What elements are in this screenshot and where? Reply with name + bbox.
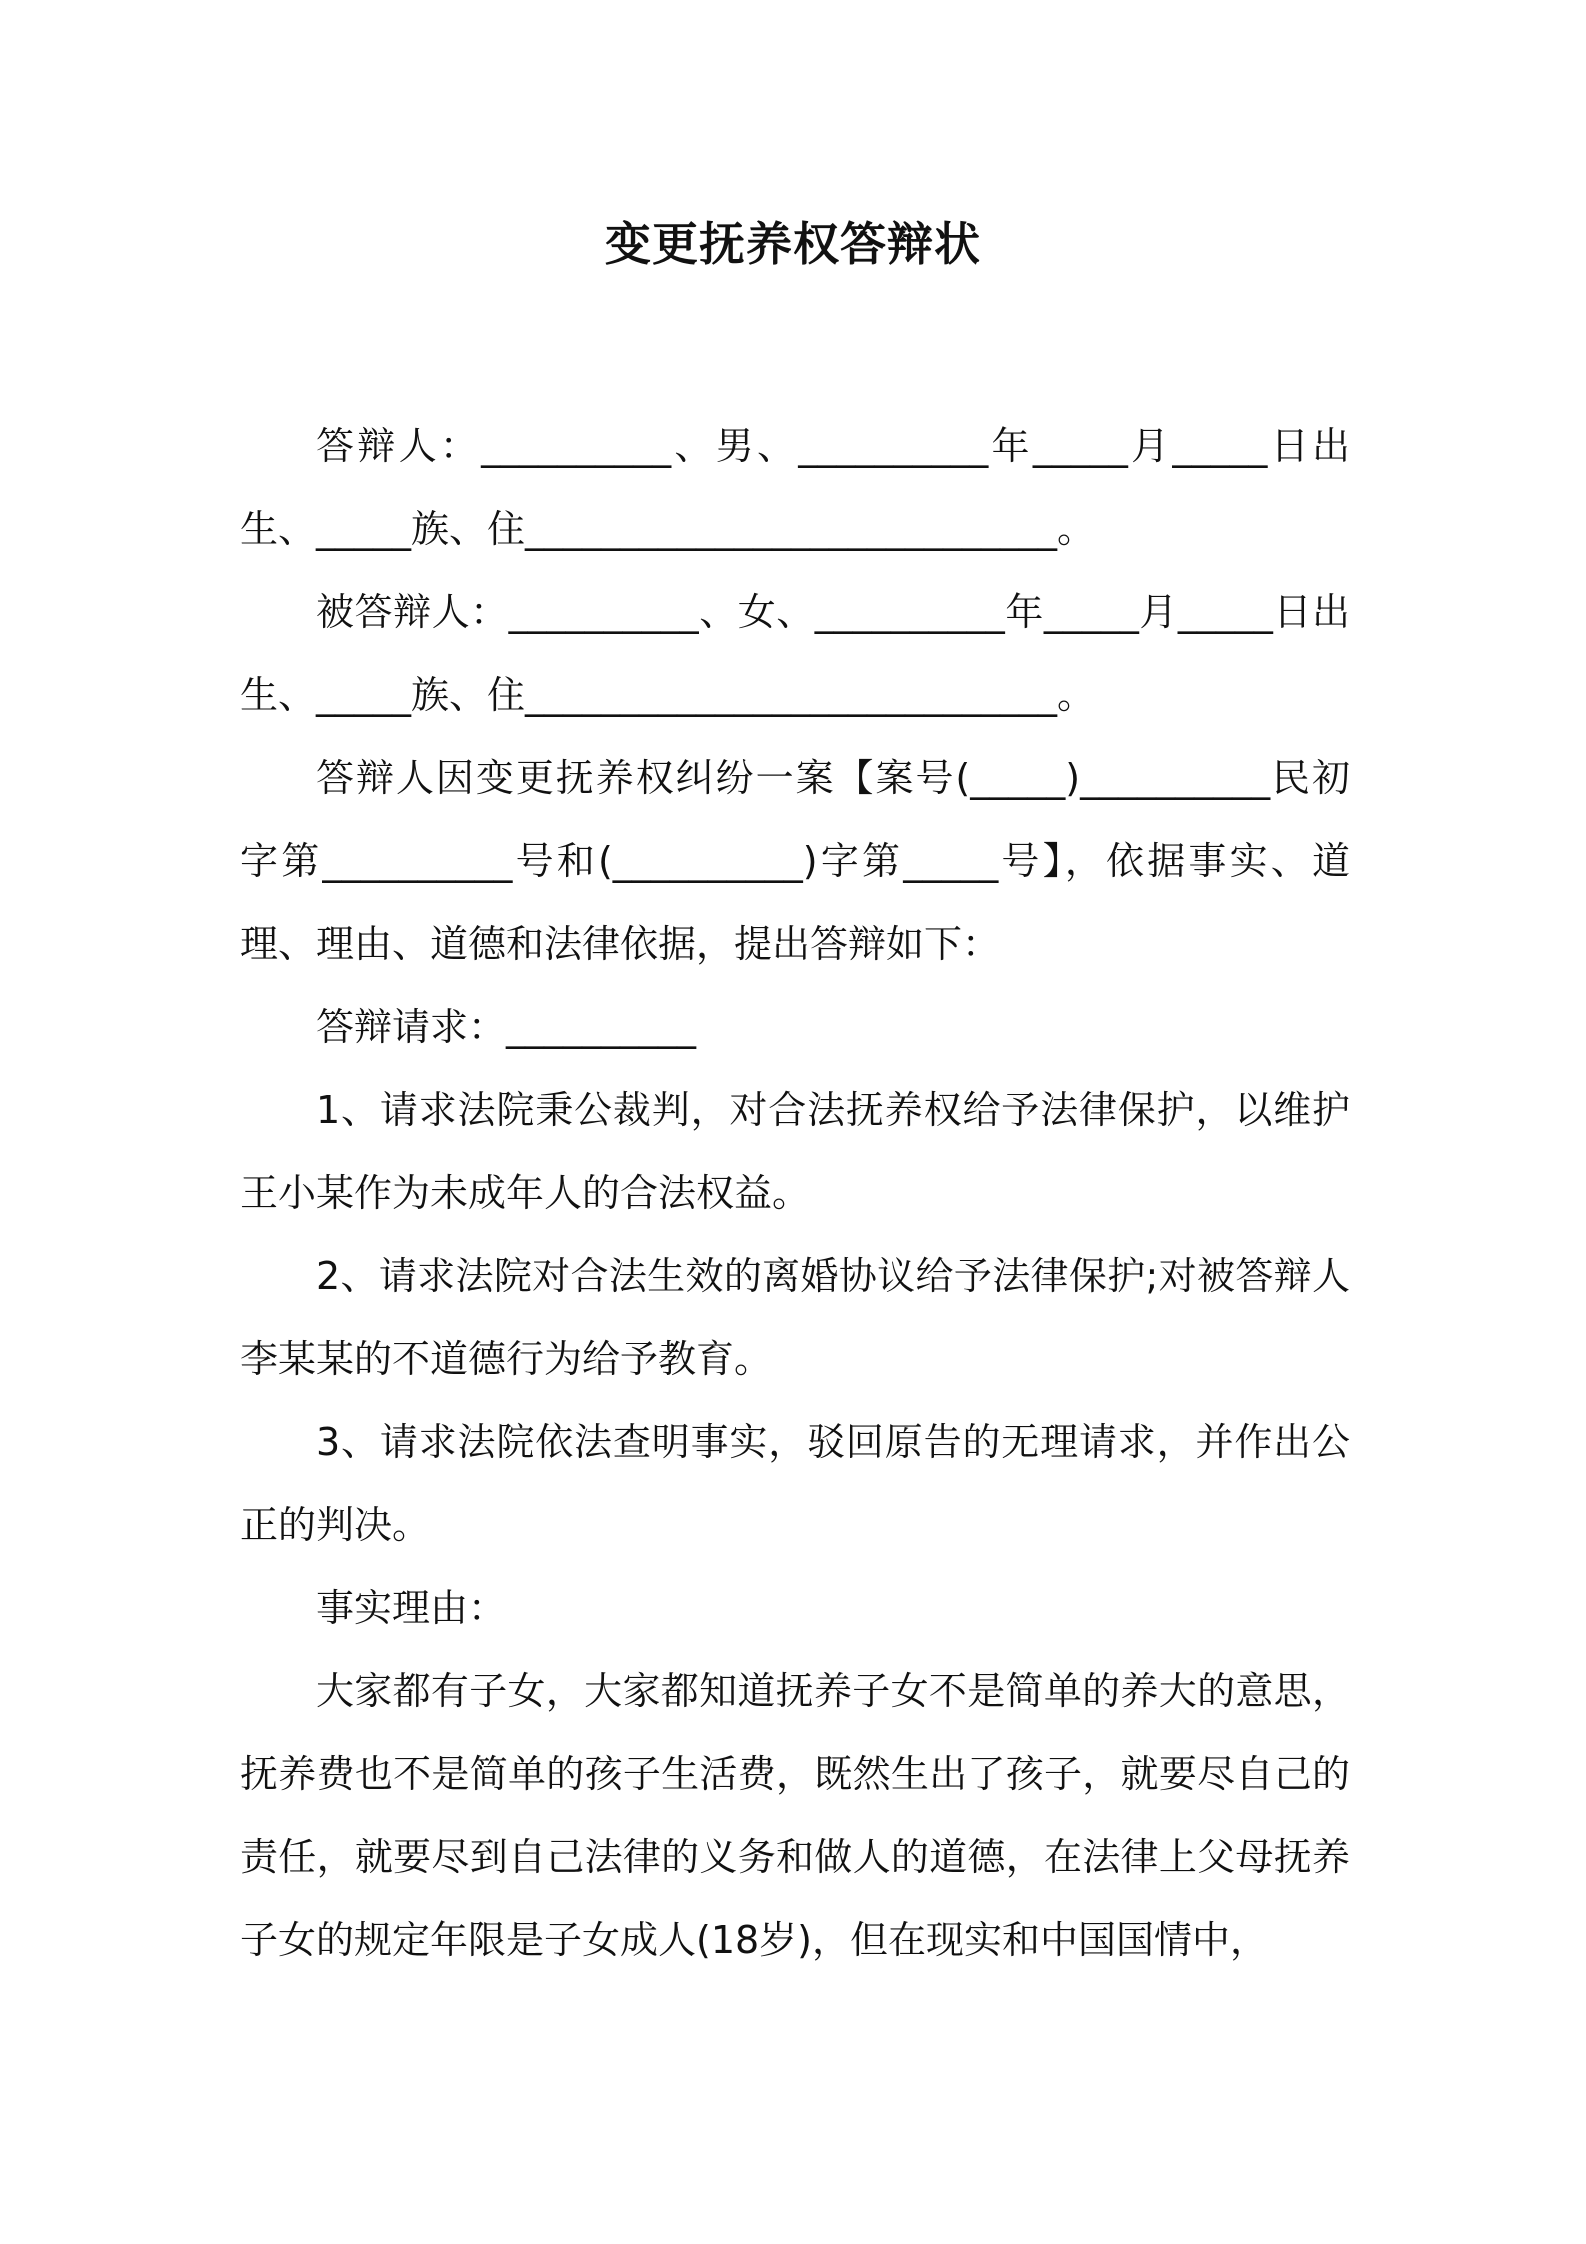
document-title: 变更抚养权答辩状 — [605, 217, 981, 271]
plaintiff-info: 被答辩人：__________、女、__________年_____月_____日出生、_____族、住____________________________。 — [240, 590, 1350, 717]
respondent-info: 答辩人：__________、男、__________年_____月_____日出生、_____族、住____________________________。 — [240, 424, 1350, 551]
request-item-3: 3、请求法院依法查明事实，驳回原告的无理请求，并作出公正的判决。 — [240, 1420, 1350, 1547]
document-body — [240, 405, 1350, 1982]
request-item-1: 1、请求法院秉公裁判，对合法抚养权给予法律保护，以维护王小某作为未成年人的合法权益。 — [240, 1088, 1350, 1215]
facts-paragraph: 大家都有子女，大家都知道抚养子女不是简单的养大的意思，抚养费也不是简单的孩子生活费，既然生出了孩子，就要尽自己的责任，就要尽到自己法律的义务和做人的道德，在法律上父母抚养子女的规定年限是子女成人(18岁)，但在现实和中国国情中， — [240, 1669, 1350, 1962]
case-intro: 答辩人因变更抚养权纠纷一案【案号(_____)__________民初字第__________号和(__________)字第_____号】，依据事实、道理、理由、道德和法律依据，提出答辩如下： — [240, 756, 1350, 966]
facts-heading: 事实理由： — [316, 1586, 507, 1630]
defense-request-heading: 答辩请求：__________ — [316, 1005, 697, 1049]
request-item-2: 2、请求法院对合法生效的离婚协议给予法律保护;对被答辩人李某某的不道德行为给予教育。 — [240, 1254, 1350, 1381]
